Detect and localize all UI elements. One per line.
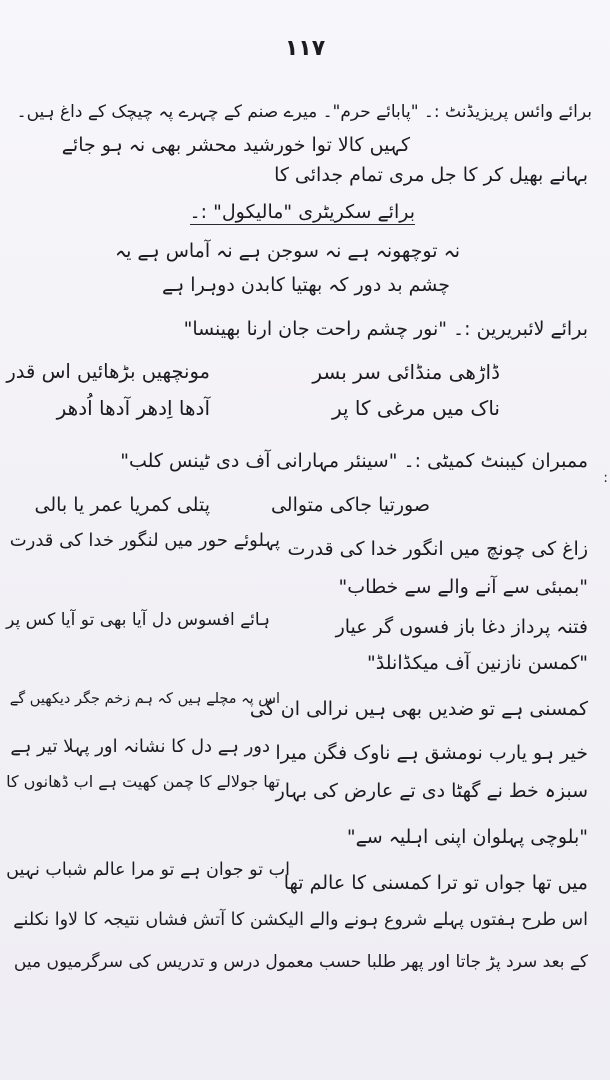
verse-door: دور ہے دل کا نشانہ اور پہلا تیر ہے xyxy=(10,736,270,757)
verse-na-to: نہ توچھونہ ہے نہ سوجن ہے نہ آماس ہے یہ xyxy=(114,240,460,262)
prose-is-tarah: اس طرح ہفتوں پہلے شروع ہونے والے الیکشن کا آتش فشاں نتیجہ کا لاوا نکلنے xyxy=(13,910,588,930)
verse-aadha: آدھا اِدھر آدھا اُدھر xyxy=(56,396,210,420)
verse-fitna: فتنہ پرداز دغا باز فسوں گر عیار xyxy=(335,616,588,638)
line-vice-president: برائے وائس پریزیڈنٹ :۔ "پابائے حرم"۔ میرے صنم کے چہرے پہ چیچک کے داغ ہیں۔ xyxy=(16,102,592,122)
verse-bahane: بہانے بھیل کر کا جل مری تمام جدائی کا xyxy=(274,164,588,186)
verse-suratiya: صورتیا جاکی متوالی xyxy=(270,494,430,516)
verse-ab-tu: اب تو جوان ہے تو مرا عالم شباب نہیں xyxy=(6,860,290,880)
verse-zaagh: زاغ کی چونچ میں انگور خدا کی قدرت xyxy=(287,538,588,560)
heading-balochi: "بلوچی پہلوان اپنی اہلیہ سے" xyxy=(346,826,588,848)
prose-ke-baad: کے بعد سرد پڑ جاتا اور پھر طلبا حسب معمول درس و تدریس کی سرگرمیوں میں xyxy=(13,952,588,972)
heading-secretary: برائے سکریٹری "مالیکول" :۔ xyxy=(189,201,415,223)
verse-patli: پتلی کمریا عمر یا بالی xyxy=(34,494,210,516)
heading-kamsin: "کمسن نازنین آف میکڈانلڈ" xyxy=(367,652,588,674)
verse-naak: ناک میں مرغی کا پر xyxy=(331,396,500,420)
verse-darhi: ڈاڑھی منڈائی سر بسر xyxy=(312,360,500,384)
line-cabinet-committee: ممبران کیبنٹ کمیٹی :۔ "سینئر مہارانی آف دی ٹینس کلب" xyxy=(120,450,588,472)
verse-pahlu: پہلوئے حور میں لنگور خدا کی قدرت xyxy=(9,530,280,551)
verse-khair: خیر ہو یارب نومشق ہے ناوک فگن میرا xyxy=(275,742,588,764)
verse-sabza: سبزہ خط نے گھٹا دی تے عارض کی بہار xyxy=(275,780,588,802)
verse-kala-tawa: کہیں کالا توا خورشید محشر بھی نہ ہو جائے xyxy=(61,134,410,156)
verse-kamsini: کمسنی ہے تو ضدیں بھی ہیں نرالی ان کی xyxy=(249,698,588,720)
verse-main-tha: میں تھا جواں تو ترا کمسنی کا عالم تھا xyxy=(283,872,588,894)
verse-haaye: ہائے افسوس دل آیا بھی تو آیا کس پر xyxy=(6,610,270,630)
line-librarian: برائے لائبریرین :۔ "نور چشم راحت جان ارنا بھینسا" xyxy=(183,318,588,340)
heading-bombay: "بمبئی سے آنے والے سے خطاب" xyxy=(338,576,588,598)
margin-dots: : xyxy=(603,470,608,486)
page-number: ۱۱۷ xyxy=(284,36,326,61)
verse-tha-jo: تھا جولالے کا چمن کھیت ہے اب ڈھانوں کا xyxy=(6,772,280,791)
verse-monchhen: مونچھیں بڑھائیں اس قدر xyxy=(6,360,210,383)
verse-chashm: چشم بد دور کہ بھتیا کابدن دوہرا ہے xyxy=(161,274,450,296)
verse-us-pe: اس پہ مچلے ہیں کہ ہم زخم جگر دیکھیں گے xyxy=(9,691,280,707)
